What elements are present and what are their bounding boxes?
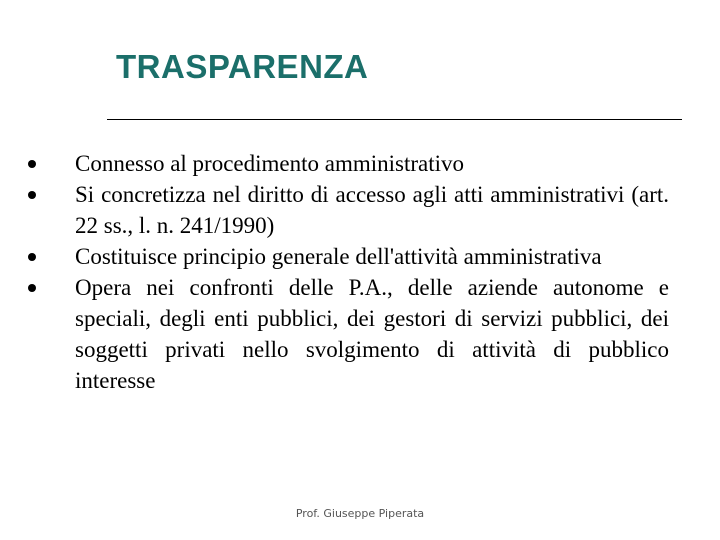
bullet-text: Opera nei confronti delle P.A., delle aziende autonome e speciali, degli enti pubblici, dei gestori di servizi pubblici, dei soggetti privati nello svolgimento di attività di pubblico interesse	[75, 275, 669, 393]
bullet-dot-icon	[28, 284, 36, 292]
bullet-text: Costituisce principio generale dell'attività amministrativa	[75, 244, 602, 269]
slide-title: TRASPARENZA	[116, 48, 369, 85]
bullet-item	[75, 179, 669, 241]
bullet-list	[0, 148, 720, 396]
bullet-text: Si concretizza nel diritto di accesso agli atti amministrativi (art. 22 ss., l. n. 241/1990)	[75, 182, 669, 238]
bullet-item	[75, 148, 669, 179]
bullet-dot-icon	[28, 253, 36, 261]
bullet-text: Connesso al procedimento amministrativo	[75, 151, 465, 176]
bullet-dot-icon	[28, 160, 36, 168]
bullet-item	[75, 241, 669, 272]
footer-author: Prof. Giuseppe Piperata	[295, 507, 425, 520]
bullet-dot-icon	[28, 191, 36, 199]
bullet-item	[75, 272, 669, 396]
title-divider	[107, 119, 682, 120]
